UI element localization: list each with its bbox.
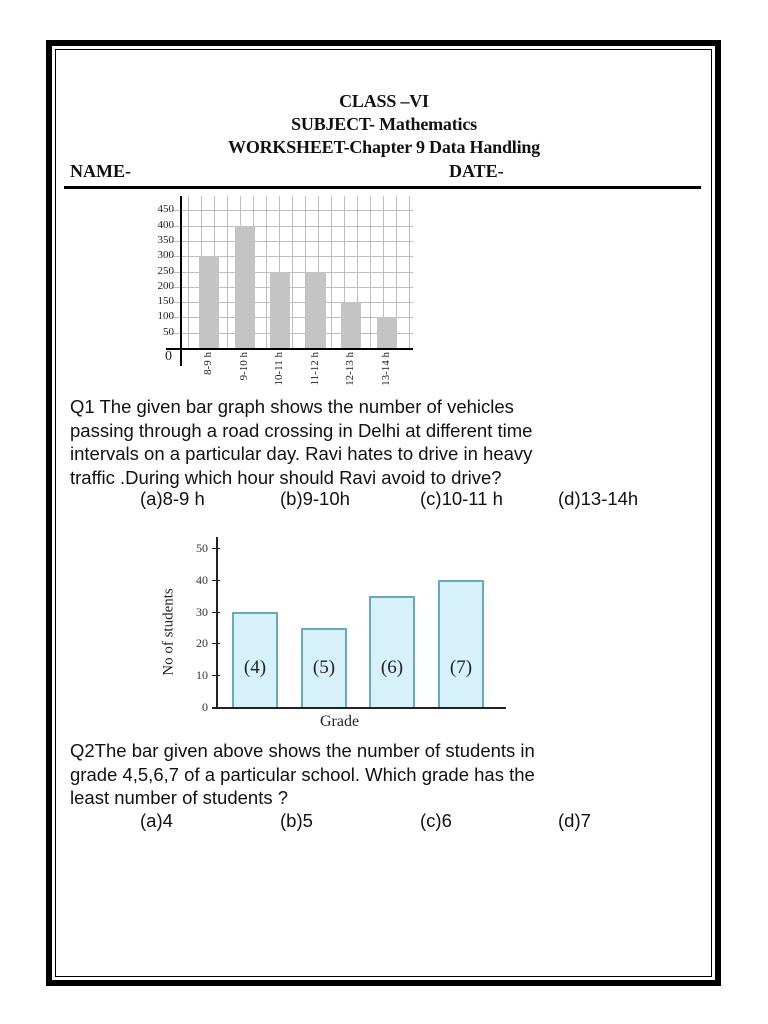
gridline-vertical — [266, 196, 267, 348]
gridline-vertical — [370, 196, 371, 348]
subject-heading: SUBJECT- Mathematics — [291, 114, 477, 134]
header-divider — [64, 186, 701, 189]
y-tick-label: 400 — [157, 218, 174, 231]
students-chart-x-label: Grade — [320, 713, 360, 730]
bar-grade-7 — [438, 580, 484, 707]
bar-grade-6 — [369, 596, 415, 707]
q1-line: Q1 The given bar graph shows the number of vehicles — [70, 396, 514, 417]
students-chart-y-label: No of students — [160, 588, 177, 676]
y-tick-label: 100 — [157, 310, 174, 323]
bar-10-11-h — [270, 272, 290, 349]
q2-line: least number of students ? — [70, 787, 289, 808]
q1-option-c: (c)10-11 h — [420, 488, 503, 509]
q2-option-b: (b)5 — [280, 810, 313, 831]
bar-grade-5 — [301, 628, 347, 708]
q2-option-a: (a)4 — [140, 810, 173, 831]
x-tick-label: 9-10 h — [237, 352, 250, 381]
x-tick-label: 8-9 h — [202, 352, 214, 375]
gridline-vertical — [227, 196, 228, 348]
vehicles-chart-zero-label: 0 — [165, 349, 172, 364]
q2-option-d: (d)7 — [558, 810, 591, 831]
gridline-vertical — [292, 196, 293, 348]
q2-line: Q2The bar given above shows the number of students in — [70, 740, 535, 761]
vehicles-chart-y-axis — [180, 196, 182, 366]
bar-9-10-h — [235, 226, 255, 348]
y-tick-label: 50 — [163, 325, 174, 338]
bar-12-13-h — [341, 302, 361, 348]
y-tick-label: 250 — [157, 264, 174, 277]
y-tick-label: 300 — [157, 249, 174, 262]
gridline-vertical — [409, 196, 410, 348]
y-tick-label: 350 — [157, 233, 174, 246]
y-tick-label: 200 — [157, 279, 174, 292]
gridline-vertical — [188, 196, 189, 348]
class-heading: CLASS –VI — [339, 91, 429, 111]
y-tick-label: 450 — [157, 203, 174, 216]
q1-line: traffic .During which hour should Ravi avoid to drive? — [70, 466, 502, 488]
q1-line: passing through a road crossing in Delhi at different time — [70, 419, 533, 441]
y-tick-label: 20 — [196, 636, 208, 651]
worksheet-heading: WORKSHEET-Chapter 9 Data Handling — [228, 137, 540, 157]
q1-option-a: (a)8-9 h — [140, 488, 205, 509]
y-tick-label: 30 — [196, 604, 208, 619]
y-tick-label: 40 — [196, 572, 208, 587]
vehicles-chart-x-axis — [166, 348, 413, 350]
q2-text — [70, 739, 710, 810]
q2-option-c: (c)6 — [420, 810, 452, 831]
bar-label: (4) — [243, 656, 267, 678]
x-tick-label: 11-12 h — [308, 352, 321, 386]
bar-13-14-h — [377, 317, 397, 348]
x-tick-label: 13-14 h — [379, 352, 392, 386]
bar-11-12-h — [306, 272, 326, 349]
bar-label: (7) — [449, 656, 473, 678]
bar-label: (5) — [312, 657, 336, 678]
students-chart-x-axis — [212, 707, 506, 709]
y-tick-label: 50 — [196, 541, 208, 555]
q2-line: grade 4,5,6,7 of a particular school. Which grade has the — [70, 763, 535, 785]
students-chart-y-axis — [216, 537, 218, 708]
q1-option-d: (d)13-14h — [558, 488, 639, 509]
y-tick-label: 10 — [196, 668, 208, 683]
date-label: DATE- — [449, 161, 504, 181]
bar-8-9-h — [199, 256, 219, 348]
gridline-vertical — [331, 196, 332, 348]
q1-text — [70, 395, 710, 489]
x-tick-label: 10-11 h — [273, 352, 285, 386]
name-label: NAME- — [70, 161, 131, 181]
bar-grade-4 — [232, 612, 278, 707]
x-tick-label: 12-13 h — [344, 352, 356, 386]
y-tick-label: 0 — [202, 700, 208, 714]
q1-line: intervals on a particular day. Ravi hates to drive in heavy — [70, 443, 533, 464]
y-tick-label: 150 — [157, 295, 174, 308]
q1-option-b: (b)9-10h — [280, 488, 350, 509]
bar-label: (6) — [380, 656, 404, 678]
